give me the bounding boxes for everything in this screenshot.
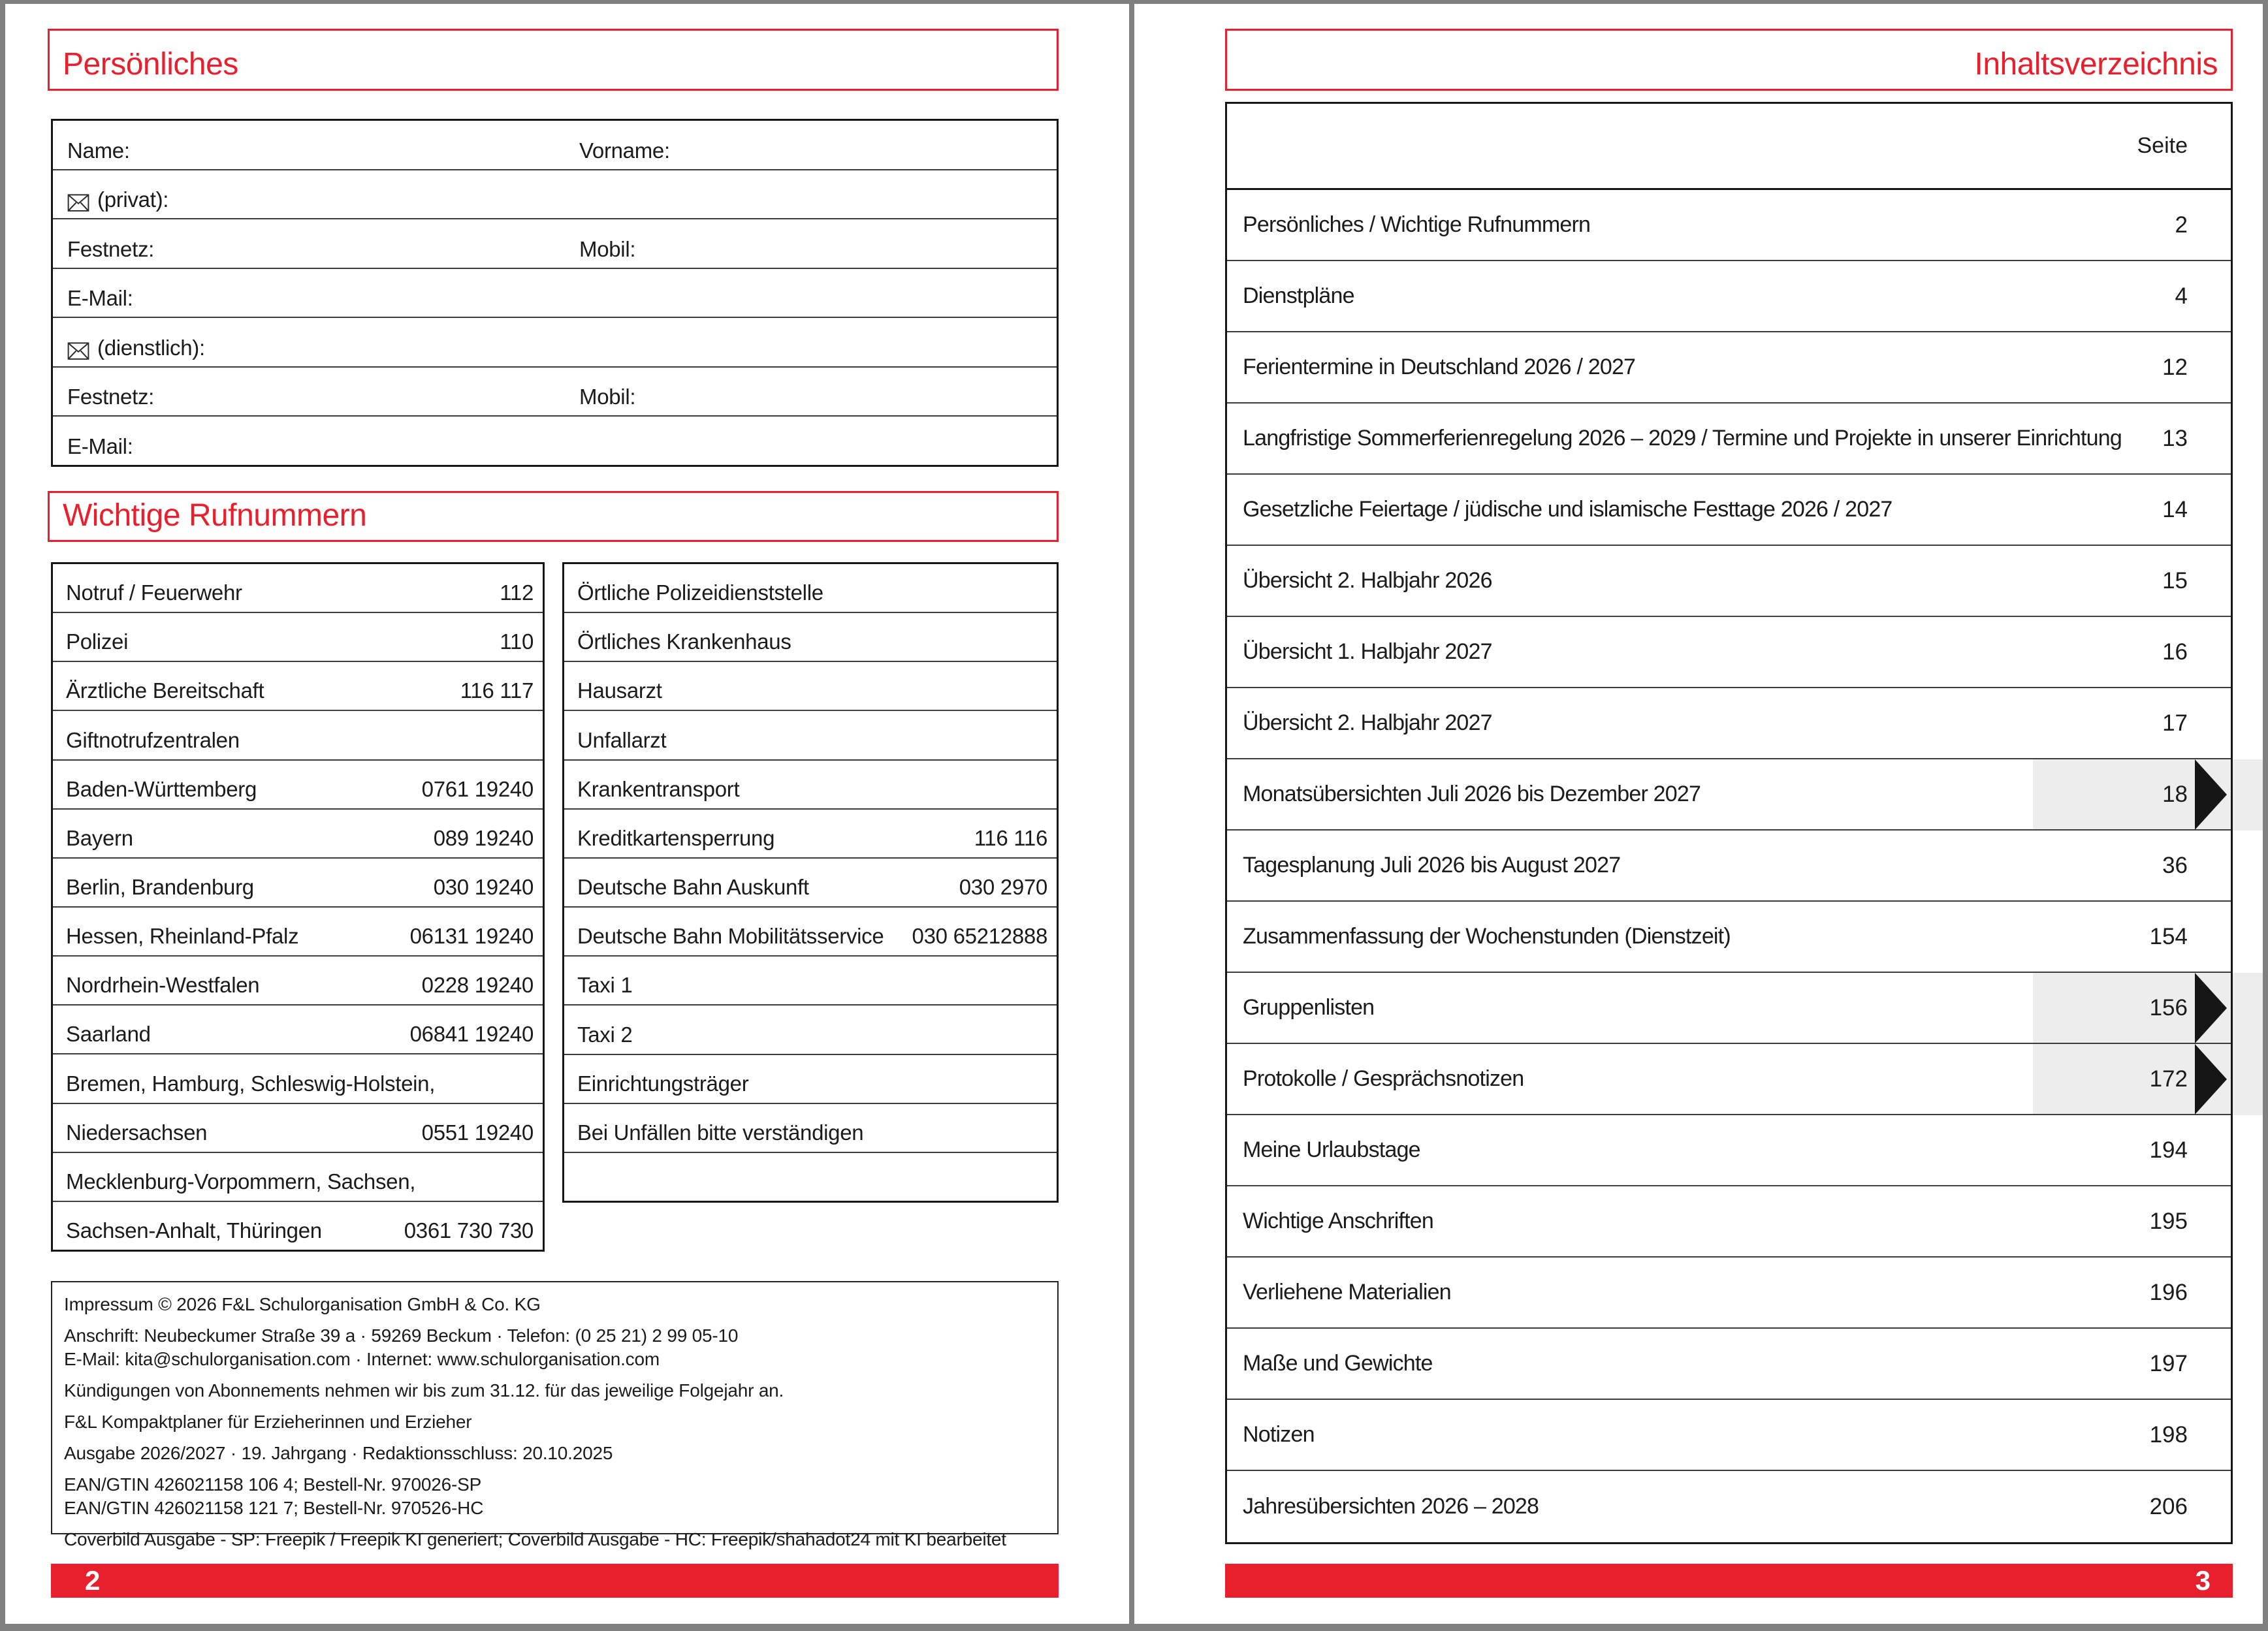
phone-number: 112 bbox=[500, 580, 534, 605]
toc-column-header-seite: Seite bbox=[2137, 133, 2188, 158]
toc-row bbox=[1227, 261, 2231, 332]
impressum-line: Coverbild Ausgabe - SP: Freepik / Freepik KI generiert; Coverbild Ausgabe - HC: Freepik/shahadot24 mit KI bearbeitet bbox=[64, 1529, 1006, 1549]
phone-label: Hessen, Rheinland-Pfalz bbox=[66, 924, 299, 949]
phone-row bbox=[53, 906, 543, 955]
form-label-text: (dienstlich): bbox=[97, 335, 205, 360]
phone-label: Kreditkartensperrung bbox=[577, 825, 775, 850]
toc-entry-page-number: 206 bbox=[2149, 1493, 2188, 1519]
toc-row bbox=[1227, 1258, 2231, 1329]
section-title-persoenliches: Persönliches bbox=[63, 47, 238, 82]
impressum-paragraph bbox=[64, 1528, 1046, 1551]
toc-entry-label: Übersicht 2. Halbjahr 2027 bbox=[1243, 710, 1492, 735]
toc-entry-page-number: 12 bbox=[2162, 354, 2188, 380]
phone-row bbox=[564, 808, 1057, 857]
form-field-label bbox=[67, 286, 133, 311]
impressum-paragraph bbox=[64, 1442, 1046, 1465]
toc-entry-label: Gesetzliche Feiertage / jüdische und islamische Festtage 2026 / 2027 bbox=[1243, 497, 1893, 522]
toc-row bbox=[1227, 1115, 2231, 1186]
toc-row bbox=[1227, 332, 2231, 404]
phone-label: Nordrhein-Westfalen bbox=[66, 973, 260, 998]
phone-number: 06131 19240 bbox=[409, 924, 534, 949]
phone-label: Taxi 1 bbox=[577, 973, 633, 998]
toc-entry-page-number: 194 bbox=[2149, 1137, 2188, 1163]
impressum-paragraph bbox=[64, 1410, 1046, 1434]
toc-entry-label: Langfristige Sommerferienregelung 2026 – 2029 / Termine und Projekte in unserer Einrichtung bbox=[1243, 426, 2122, 451]
phone-number: 089 19240 bbox=[433, 825, 534, 850]
phone-row bbox=[564, 661, 1057, 710]
toc-entry-page-number: 196 bbox=[2149, 1279, 2188, 1305]
impressum-line: Anschrift: Neubeckumer Straße 39 a · 59269 Beckum · Telefon: (0 25 21) 2 99 05-10 bbox=[64, 1325, 739, 1346]
phone-label: Berlin, Brandenburg bbox=[66, 874, 254, 899]
phone-number: 0761 19240 bbox=[421, 776, 534, 801]
toc-entry-label: Protokolle / Gesprächsnotizen bbox=[1243, 1066, 1524, 1091]
toc-entry-label: Jahresübersichten 2026 – 2028 bbox=[1243, 1494, 1539, 1519]
phone-row bbox=[564, 906, 1057, 955]
page-left bbox=[5, 4, 1129, 1624]
phone-row bbox=[564, 1103, 1057, 1152]
personal-info-table bbox=[51, 119, 1059, 467]
phone-label: Bayern bbox=[66, 825, 133, 850]
phone-number: 116 116 bbox=[974, 825, 1047, 850]
form-field-label bbox=[579, 237, 635, 262]
section-header-persoenliches bbox=[48, 29, 1059, 91]
toc-entry-page-number: 18 bbox=[2162, 781, 2188, 807]
toc-entry-label: Monatsübersichten Juli 2026 bis Dezember 2027 bbox=[1243, 782, 1701, 806]
phone-label: Deutsche Bahn Auskunft bbox=[577, 875, 809, 900]
toc-row bbox=[1227, 546, 2231, 617]
phone-row bbox=[53, 710, 543, 759]
phone-row bbox=[53, 808, 543, 857]
form-field-label bbox=[67, 434, 133, 459]
phone-row bbox=[564, 710, 1057, 759]
page-number-bar-right bbox=[1225, 1564, 2233, 1598]
thumb-tab-arrow-icon bbox=[2195, 973, 2227, 1043]
impressum-paragraph bbox=[64, 1473, 1046, 1520]
toc-header-row bbox=[1227, 104, 2231, 190]
toc-row bbox=[1227, 688, 2231, 759]
toc-entry-page-number: 16 bbox=[2162, 639, 2188, 665]
impressum-line: EAN/GTIN 426021158 121 7; Bestell-Nr. 970526-HC bbox=[64, 1498, 484, 1518]
phone-number: 0228 19240 bbox=[421, 973, 534, 998]
personal-form-row bbox=[53, 121, 1057, 169]
phone-label: Giftnotrufzentralen bbox=[66, 727, 240, 752]
phone-row bbox=[53, 759, 543, 808]
toc-entry-page-number: 4 bbox=[2175, 283, 2188, 309]
impressum-paragraph bbox=[64, 1379, 1046, 1402]
phone-row bbox=[53, 564, 543, 612]
toc-entry-page-number: 14 bbox=[2162, 496, 2188, 522]
form-field-label bbox=[67, 336, 205, 360]
envelope-icon bbox=[67, 342, 89, 360]
toc-row bbox=[1227, 1400, 2231, 1471]
phone-label: Krankentransport bbox=[577, 776, 740, 801]
toc-row bbox=[1227, 404, 2231, 475]
section-header-rufnummern bbox=[48, 491, 1059, 542]
phone-number: 0361 730 730 bbox=[404, 1218, 534, 1243]
toc-entry-label: Dienstpläne bbox=[1243, 283, 1354, 308]
impressum-line: Kündigungen von Abonnements nehmen wir bis zum 31.12. für das jeweilige Folgejahr an. bbox=[64, 1380, 784, 1401]
form-field-label bbox=[579, 138, 670, 163]
toc-entry-page-number: 156 bbox=[2149, 994, 2188, 1021]
form-label-text: E-Mail: bbox=[67, 286, 133, 311]
toc-entry-page-number: 198 bbox=[2149, 1421, 2188, 1448]
thumb-tab-arrow-icon bbox=[2195, 759, 2227, 830]
phone-row bbox=[564, 1152, 1057, 1201]
toc-entry-page-number: 195 bbox=[2149, 1208, 2188, 1234]
phone-label: Niedersachsen bbox=[66, 1120, 208, 1145]
impressum-paragraph bbox=[64, 1324, 1046, 1371]
toc-row bbox=[1227, 831, 2231, 902]
phone-number: 06841 19240 bbox=[409, 1022, 534, 1047]
phone-row bbox=[53, 1053, 543, 1102]
page-number-bar-left bbox=[51, 1564, 1059, 1598]
toc-entry-page-number: 36 bbox=[2162, 852, 2188, 878]
phone-row bbox=[53, 955, 543, 1004]
phone-label: Ärztliche Bereitschaft bbox=[66, 678, 264, 703]
phone-label: Einrichtungsträger bbox=[577, 1071, 749, 1096]
phone-number: 030 65212888 bbox=[912, 924, 1047, 949]
phone-row bbox=[564, 759, 1057, 808]
personal-form-row bbox=[53, 169, 1057, 219]
phone-label: Baden-Württemberg bbox=[66, 776, 257, 801]
form-field-label bbox=[67, 138, 130, 163]
toc-row bbox=[1227, 190, 2231, 261]
form-label-text: Festnetz: bbox=[67, 236, 155, 261]
impressum-box bbox=[51, 1281, 1059, 1549]
toc-row bbox=[1227, 475, 2231, 546]
toc-entry-page-number: 15 bbox=[2162, 567, 2188, 594]
toc-entry-page-number: 2 bbox=[2175, 212, 2188, 238]
toc-entry-label: Gruppenlisten bbox=[1243, 995, 1375, 1020]
toc-entry-page-number: 17 bbox=[2162, 710, 2188, 736]
personal-form-row bbox=[53, 218, 1057, 268]
phone-label: Hausarzt bbox=[577, 678, 662, 703]
phone-number: 110 bbox=[500, 629, 534, 654]
phone-label: Mecklenburg-Vorpommern, Sachsen, bbox=[66, 1169, 416, 1194]
toc-row bbox=[1227, 973, 2231, 1044]
phone-number: 030 2970 bbox=[959, 875, 1047, 900]
phone-row bbox=[53, 857, 543, 906]
phone-label: Örtliche Polizeidienststelle bbox=[577, 580, 823, 605]
toc-row bbox=[1227, 759, 2231, 831]
phone-row bbox=[53, 1152, 543, 1201]
section-header-inhaltsverzeichnis bbox=[1225, 29, 2233, 91]
impressum-paragraph bbox=[64, 1293, 1046, 1316]
toc-entry-page-number: 13 bbox=[2162, 425, 2188, 451]
phone-label: Bei Unfällen bitte verständigen bbox=[577, 1120, 864, 1145]
toc-row bbox=[1227, 617, 2231, 688]
toc-row bbox=[1227, 1044, 2231, 1115]
toc-entry-page-number: 154 bbox=[2149, 923, 2188, 949]
phone-numbers-table-right bbox=[562, 562, 1059, 1203]
form-field-label bbox=[67, 237, 154, 262]
form-field-label bbox=[67, 187, 168, 212]
page-number-left: 2 bbox=[85, 1565, 101, 1596]
toc-row bbox=[1227, 1329, 2231, 1400]
form-label-text: Festnetz: bbox=[67, 385, 155, 409]
toc-entry-label: Übersicht 2. Halbjahr 2026 bbox=[1243, 568, 1492, 593]
phone-row bbox=[564, 612, 1057, 661]
toc-entry-label: Übersicht 1. Halbjahr 2027 bbox=[1243, 639, 1492, 664]
impressum-line: EAN/GTIN 426021158 106 4; Bestell-Nr. 970026-SP bbox=[64, 1474, 482, 1495]
form-field-label bbox=[67, 385, 154, 409]
phone-row bbox=[564, 1004, 1057, 1053]
toc-entry-page-number: 197 bbox=[2149, 1350, 2188, 1376]
personal-form-row bbox=[53, 268, 1057, 317]
phone-row bbox=[564, 564, 1057, 612]
phone-label: Unfallarzt bbox=[577, 727, 667, 752]
personal-form-row bbox=[53, 366, 1057, 416]
phone-label: Deutsche Bahn Mobilitätsservice bbox=[577, 924, 884, 949]
page-number-right: 3 bbox=[2195, 1565, 2211, 1596]
phone-row bbox=[564, 955, 1057, 1004]
phone-row bbox=[53, 661, 543, 710]
phone-row bbox=[53, 1103, 543, 1152]
form-label-text: Mobil: bbox=[579, 385, 636, 409]
form-label-text: Name: bbox=[67, 138, 130, 163]
toc-row bbox=[1227, 1471, 2231, 1542]
page-title-inhaltsverzeichnis: Inhaltsverzeichnis bbox=[1974, 47, 2218, 82]
envelope-icon bbox=[67, 194, 89, 212]
personal-form-row bbox=[53, 317, 1057, 366]
phone-number: 116 117 bbox=[460, 678, 534, 703]
phone-label: Taxi 2 bbox=[577, 1022, 633, 1047]
toc-entry-label: Persönliches / Wichtige Rufnummern bbox=[1243, 212, 1591, 237]
form-label-text: Vorname: bbox=[579, 138, 670, 163]
phone-row bbox=[53, 612, 543, 661]
phone-label: Saarland bbox=[66, 1022, 151, 1047]
phone-row bbox=[564, 1054, 1057, 1103]
thumb-tab-arrow-icon bbox=[2195, 1044, 2227, 1115]
personal-form-row bbox=[53, 415, 1057, 465]
form-label-text: (privat): bbox=[97, 187, 169, 212]
phone-numbers-table-left bbox=[51, 562, 545, 1252]
phone-label: Polizei bbox=[66, 629, 129, 654]
phone-label: Örtliches Krankenhaus bbox=[577, 629, 791, 654]
impressum-line: F&L Kompaktplaner für Erzieherinnen und Erzieher bbox=[64, 1412, 472, 1432]
impressum-line: E-Mail: kita@schulorganisation.com · Internet: www.schulorganisation.com bbox=[64, 1349, 660, 1369]
phone-number: 030 19240 bbox=[433, 874, 534, 899]
toc-entry-label: Maße und Gewichte bbox=[1243, 1351, 1433, 1376]
impressum-line: Impressum © 2026 F&L Schulorganisation GmbH & Co. KG bbox=[64, 1294, 541, 1314]
toc-row bbox=[1227, 1186, 2231, 1258]
phone-label: Notruf / Feuerwehr bbox=[66, 580, 242, 605]
phone-row bbox=[564, 857, 1057, 906]
phone-label: Sachsen-Anhalt, Thüringen bbox=[66, 1218, 322, 1243]
phone-number: 0551 19240 bbox=[421, 1120, 534, 1145]
toc-row bbox=[1227, 902, 2231, 973]
toc-entry-label: Zusammenfassung der Wochenstunden (Dienstzeit) bbox=[1243, 924, 1731, 949]
form-label-text: Mobil: bbox=[579, 236, 636, 261]
toc-entry-label: Meine Urlaubstage bbox=[1243, 1137, 1420, 1162]
impressum-line: Ausgabe 2026/2027 · 19. Jahrgang · Redaktionsschluss: 20.10.2025 bbox=[64, 1443, 613, 1463]
form-label-text: E-Mail: bbox=[67, 434, 133, 459]
phone-row bbox=[53, 1004, 543, 1053]
toc-entry-label: Tagesplanung Juli 2026 bis August 2027 bbox=[1243, 853, 1621, 878]
toc-entry-label: Verliehene Materialien bbox=[1243, 1280, 1451, 1305]
page-right bbox=[1134, 4, 2263, 1624]
toc-entry-page-number: 172 bbox=[2149, 1066, 2188, 1092]
toc-entry-label: Wichtige Anschriften bbox=[1243, 1209, 1434, 1233]
section-title-rufnummern: Wichtige Rufnummern bbox=[63, 498, 367, 533]
phone-label: Bremen, Hamburg, Schleswig-Holstein, bbox=[66, 1071, 436, 1096]
toc-entry-label: Ferientermine in Deutschland 2026 / 2027 bbox=[1243, 355, 1636, 379]
toc-entry-label: Notizen bbox=[1243, 1422, 1315, 1447]
form-field-label bbox=[579, 385, 635, 409]
phone-row bbox=[53, 1201, 543, 1250]
table-of-contents bbox=[1225, 102, 2233, 1544]
